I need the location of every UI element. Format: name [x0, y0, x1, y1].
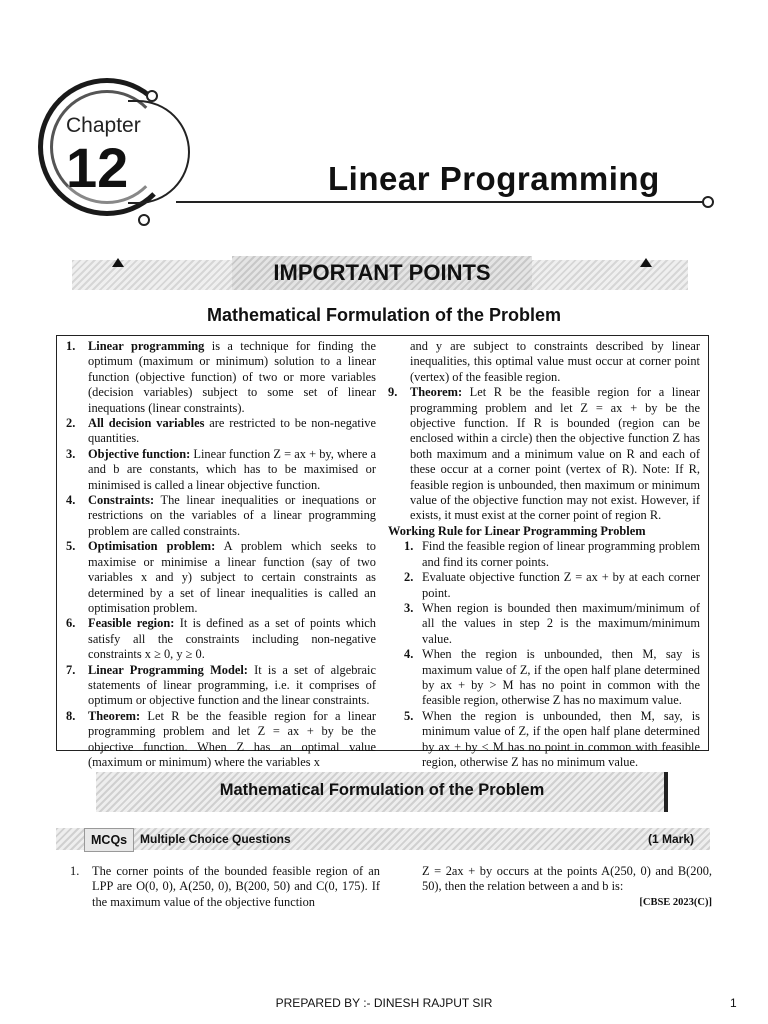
point-term: Linear programming [88, 339, 205, 353]
point-text: Linear function Z = ax + by, where a and b are constants, which has to be maximised or minimised is called a linear objective function. [88, 446, 376, 492]
point-9 [388, 385, 700, 524]
question-number: 1. [70, 864, 80, 878]
point-number: 7. [66, 662, 76, 677]
working-rule-heading: Working Rule for Linear Programming Problem [388, 523, 646, 538]
page-number: 1 [730, 996, 737, 1010]
points-right-column [388, 339, 700, 770]
point-number: 5. [66, 539, 76, 554]
point-text: Let R be the feasible region for a linear programming problem and let Z = ax + by be the objective function. When Z has an optimal value (maximum or minimum) where the variables x [88, 708, 376, 769]
rule-end-dot-icon [702, 196, 714, 208]
step-2 [388, 570, 700, 601]
point-text: It is a set of algebraic statements of linear programming, i.e. it comprises of optimum or objective function and the linear constraints. [88, 662, 376, 708]
point-6 [66, 616, 376, 662]
point-text: The linear inequalities or inequations or restrictions on the variables of a linear programming problem are called constraints. [88, 493, 376, 538]
step-text: When the region is unbounded, then M, say, is minimum value of Z, if the open half plane determined by ax + by < M has no point in common with feasible region, otherwise Z has no minimum value. [422, 708, 700, 769]
point-5 [66, 539, 376, 616]
point-term: Linear Programming Model: [88, 662, 248, 677]
step-number: 5. [404, 708, 414, 723]
step-text: When region is bounded then maximum/minimum of all the values in step 2 is the maximum/minimum value. [422, 600, 700, 646]
point-term: Objective function: [88, 446, 191, 461]
point-number: 8. [66, 708, 76, 723]
points-left-column [66, 339, 376, 770]
important-points-heading: IMPORTANT POINTS [273, 260, 491, 285]
question-source: [CBSE 2023(C)] [639, 896, 712, 908]
question-1 [70, 864, 380, 910]
mcq-tag: MCQs [84, 828, 134, 852]
point-term: Theorem: [410, 385, 463, 400]
point-8-continued: and y are subject to constraints described by linear inequalities, this optimal value must occur at corner point (vertex) of the feasible region. [410, 339, 700, 384]
question-text-continued: Z = 2ax + by occurs at the points A(250, 0) and B(200, 50), then the relation between a and b is: [422, 864, 712, 894]
question-1-left [70, 864, 380, 910]
title-underline [176, 201, 706, 203]
point-number: 1. [66, 339, 76, 353]
step-text: Find the feasible region of linear programming problem and find its corner points. [422, 539, 700, 569]
step-number: 1. [404, 539, 414, 554]
point-2 [66, 416, 376, 447]
step-number: 2. [404, 570, 414, 585]
point-number: 3. [66, 446, 76, 461]
step-text: Evaluate objective function Z = ax + by at each corner point. [422, 570, 700, 600]
point-4 [66, 493, 376, 539]
point-number: 9. [388, 385, 398, 400]
point-text: is a technique for finding the optimum (maximum or minimum) solution to a linear function (objective function) of two or more variables (decision variables) subject to some set of linear inequations (linear constraints). [88, 339, 376, 415]
point-term: Optimisation problem: [88, 539, 216, 554]
point-term: All decision variables [88, 416, 205, 431]
point-term: Feasible region: [88, 616, 175, 631]
question-1-right [422, 864, 712, 910]
question-text: The corner points of the bounded feasible region of an LPP are O(0, 0), A(250, 0), B(200, 50) and C(0, 175). If the maximum value of the objective function [92, 864, 380, 909]
point-term: Theorem: [88, 708, 141, 723]
step-1 [388, 539, 700, 570]
step-text: When the region is unbounded, then M, say is maximum value of Z, if the open half plane determined by ax + by > M has no point in common with the feasible region, otherwise Z has no maximum value. [422, 647, 700, 708]
point-1 [66, 339, 376, 416]
point-text: are restricted to be non-negative quantities. [88, 416, 376, 446]
point-term: Constraints: [88, 493, 155, 508]
point-number: 2. [66, 416, 76, 431]
triangle-right-icon [640, 258, 652, 267]
point-number: 6. [66, 616, 76, 631]
point-text: Let R be the feasible region for a linear programming problem and let Z = ax + by be the objective function. If R is bounded (region can be enclosed within a circle) then the objective function Z has both maximum and a minimum value on R and each of these occur at a corner point (vertex of R). Note: If R, feasible region is unbounded, then maximum or minimum value of the objective function may not exist. However, if exists, it must exist at the corner point of region R. [410, 385, 700, 523]
point-3 [66, 447, 376, 493]
mcq-label: Multiple Choice Questions [140, 832, 291, 846]
point-text: It is defined as a set of points which satisfy all the constraints including non-negative constraints x ≥ 0, y ≥ 0. [88, 616, 376, 662]
chapter-number: 12 [66, 136, 129, 199]
chapter-label: Chapter [66, 114, 141, 137]
section-heading: Mathematical Formulation of the Problem [206, 305, 562, 325]
point-number: 4. [66, 493, 76, 508]
emblem-dot-icon [146, 90, 158, 102]
emblem-dot-icon [138, 214, 150, 226]
step-number: 3. [404, 600, 414, 615]
step-4 [388, 647, 700, 709]
triangle-left-icon [112, 258, 124, 267]
point-text: A problem which seeks to maximise or minimise a linear function (say of two variables x and y) subject to certain constraints as determined by a set of linear inequalities is called an optimisation problem. [88, 539, 376, 615]
page-title: Linear Programming [328, 160, 660, 197]
step-5 [388, 709, 700, 771]
footer-credit: PREPARED BY :- DINESH RAJPUT SIR [275, 996, 493, 1010]
step-number: 4. [404, 647, 414, 662]
mcq-marks: (1 Mark) [648, 832, 695, 846]
formulation-heading: Mathematical Formulation of the Problem [219, 781, 545, 799]
point-8 [66, 709, 376, 771]
point-7 [66, 663, 376, 709]
step-3 [388, 601, 700, 647]
